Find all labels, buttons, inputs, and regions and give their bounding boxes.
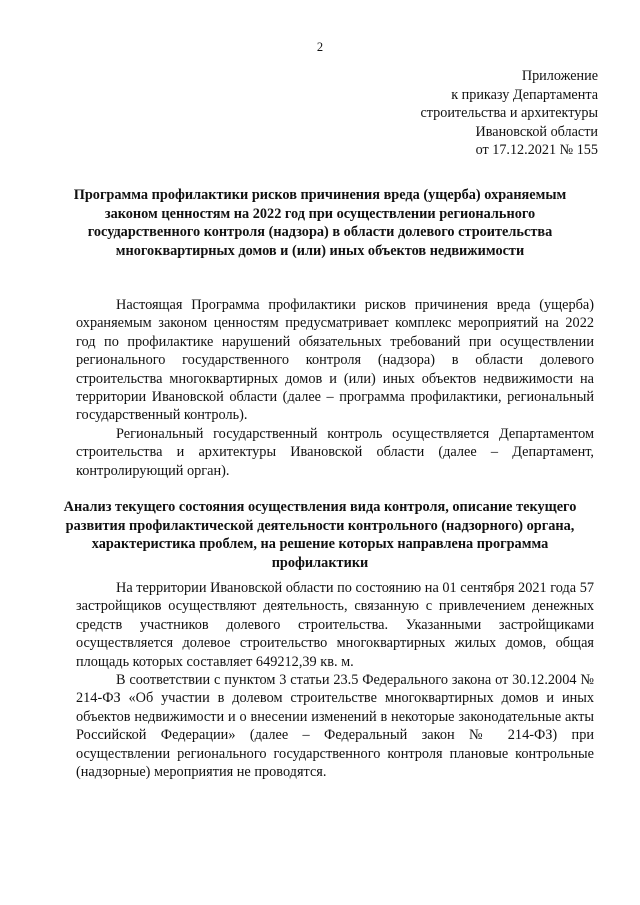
paragraph: В соответствии с пунктом 3 статьи 23.5 Федерального закона от 30.12.2004 № 214-ФЗ «Об участии в долевом строительстве многоквартирных домов и иных объектов недвижимости и о внесении изменений в некоторые законодательные акты Российской Федерации» (далее – Федеральный закон № 214-ФЗ) при осуществлении регионального государственного контроля плановые контрольные (надзорные) мероприятия не проводятся. [76,672,594,781]
paragraph: На территории Ивановской области по состоянию на 01 сентября 2021 года 57 застройщиков осуществляют деятельность, связанную с привлечением денежных средств участников долевого строительства. Указанными застройщиками осуществляется долевое строительство многоквартирных жилых домов, общая площадь которых составляет 649212,39 кв. м. [76,580,594,670]
appendix-line: к приказу Департамента [451,86,598,103]
paragraph: Настоящая Программа профилактики рисков причинения вреда (ущерба) охраняемым законом ценностям предусматривает комплекс мероприятий на 2022 год по профилактике нарушений обязательных требований при осуществлении регионального государственного контроля (надзора) в области долевого строительства многоквартирных домов и (или) иных объектов недвижимости на территории Ивановской области (далее – программа профилактики, региональный государственный контроль). [76,297,594,424]
page-number: 2 [316,40,324,54]
analysis-section [76,579,594,781]
appendix-block [420,67,598,160]
program-title: Программа профилактики рисков причинения вреда (ущерба) охраняемым законом ценностям на 2022 год при осуществлении регионального государственного контроля (надзора) в области долевого строительства многоквартирных домов и (или) иных объектов недвижимости [73,187,567,259]
appendix-line: Приложение [521,68,598,84]
paragraph: Региональный государственный контроль осуществляется Департаментом строительства и архитектуры Ивановской области (далее – Департамент, контролирующий орган). [76,425,594,479]
appendix-line: Ивановской области [475,123,598,140]
appendix-line: строительства и архитектуры [420,105,598,122]
section-title: Анализ текущего состояния осуществления вида контроля, описание текущего развития профилактической деятельности контрольного (надзорного) органа, характеристика проблем, на решение которых направлена программа профилактики [63,499,577,571]
intro-section [76,296,594,480]
appendix-line: от 17.12.2021 № 155 [475,142,598,159]
